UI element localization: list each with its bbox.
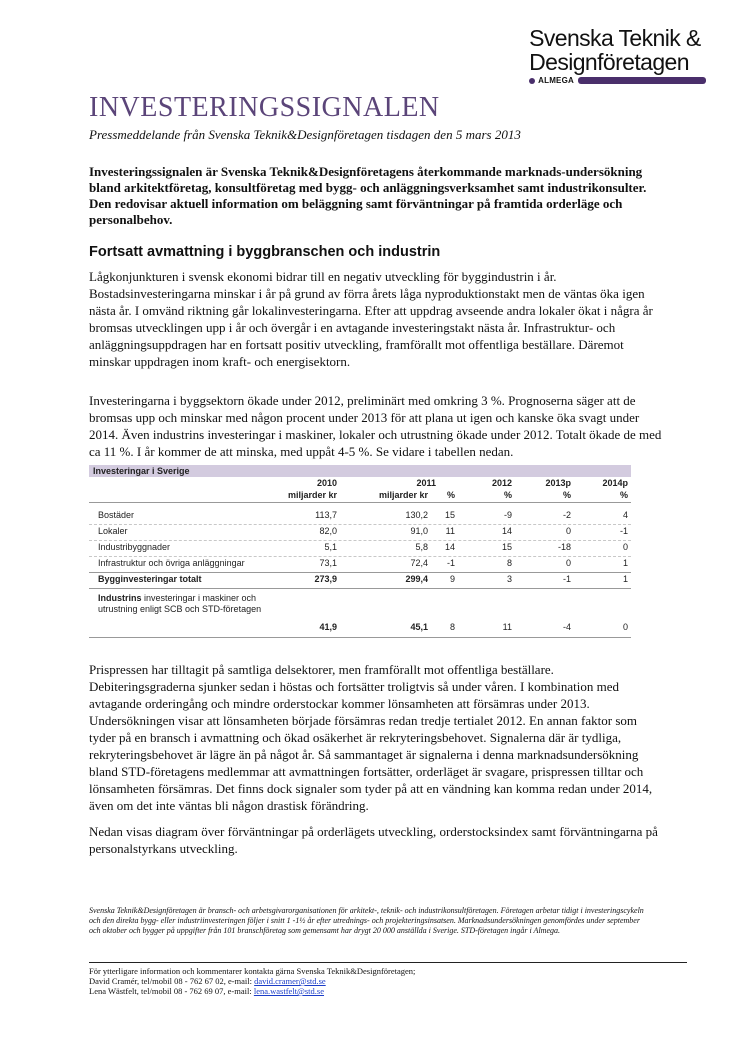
paragraph-4: Nedan visas diagram över förväntningar på orderlägets utveckling, orderstocksindex samt förväntningarna på personalstyrkans utveckling. (89, 824, 658, 856)
contact-intro: För ytterligare information och kommentarer kontakta gärna Svenska Teknik&Designföretagen; (89, 966, 416, 976)
almega-label: ALMEGA (538, 76, 574, 85)
unit-2010: miljarder kr (287, 490, 337, 500)
unit-2013p: % (562, 490, 571, 500)
logo-line-1: Svenska Teknik & (529, 25, 701, 51)
unit-2014p: % (619, 490, 628, 500)
header-2013p: 2013p (545, 478, 571, 488)
paragraph-3: Prispressen har tilltagit på samtliga delsektorer, men framförallt mot offentliga beställare. Debiteringsgraderna sjunker sedan i höstas och fortsätter troligtvis så under våren. I kombination med avtagande orderingång och mindre orderstockar kommer lönsamheten att försämras under 2013. Undersökningen visar att lönsamheten började försämras redan tredje tertialet 2012. En annan faktor som tyder på en bransch i avmattning och ökad osäkerhet är rekryteringsbehovet. Signalerna där är tydliga, rekryteringsbehovet är lägre än på något år. Så sammantaget är signalerna i denna marknadsundersökning bland STD-företagens medlemmar att avmattningen fortsätter, orderläget är svagare, prispressen tilltar och lönsamheten försämras. Det finns dock signaler som tyder på att en vändning kan komma redan under 2014, även om det inte väntas bli någon drastisk förändring. (89, 662, 653, 813)
unit-2011-kr: miljarder kr (378, 490, 428, 500)
logo-bar (578, 77, 706, 84)
page-title: INVESTERINGSSIGNALEN (89, 92, 440, 123)
header-2010: 2010 (316, 478, 337, 488)
contact-person-2: Lena Wästfelt, tel/mobil 08 - 762 69 07, e-mail: lena.wastfelt@std.se (89, 986, 325, 996)
unit-2012: % (503, 490, 512, 500)
almega-mark (529, 76, 706, 85)
table-row: Lokaler 82,0 91,0 11 14 0 -1 (89, 525, 631, 541)
header-2011: 2011 (416, 478, 436, 488)
almega-dot-icon (529, 78, 535, 84)
unit-2011-pct: % (446, 490, 455, 500)
industry-label: Industrins investeringar i maskiner och utrustning enligt SCB och STD-företagen (98, 593, 262, 614)
table-row: Bostäder 113,7 130,2 15 -9 -2 4 (89, 509, 631, 525)
company-logo (529, 26, 706, 85)
table-total-row: Bygginvesteringar totalt 273,9 299,4 9 3 -1 1 (89, 573, 631, 589)
paragraph-1: Lågkonjunkturen i svensk ekonomi bidrar till en negativ utveckling för byggindustrin i år. Bostadsinvesteringarna minskar i år på grund av förra årets låga nyproduktionstakt men de väntas öka igen nästa år. I omvänd riktning går lokalinvesteringarna. Efter att uppdrag avseende andra lokaler ökat i några år bromsas utvecklingen upp i år och övergår i en avtagande investeringstakt nästa år. Infrastruktur- och anläggningsuppdragen har en fortsatt positiv utveckling, framförallt mot offentliga beställare. Däremot minskar uppdragen inom kraft- och energisektorn. (89, 269, 653, 369)
table-industry-row: Industrins investeringar i maskiner och utrustning enligt SCB och STD-företagen 41,9 45,1 8 11 -4 0 (89, 591, 631, 638)
table-title: Investeringar i Sverige (89, 465, 631, 477)
contact-person-1: David Cramér, tel/mobil 08 - 762 67 02, e-mail: david.cramer@std.se (89, 976, 326, 986)
divider (89, 962, 687, 963)
email-link-lena[interactable]: lena.wastfelt@std.se (253, 986, 325, 996)
table-row: Infrastruktur och övriga anläggningar 73,1 72,4 -1 8 0 1 (89, 557, 631, 573)
table-header-years (89, 477, 631, 489)
header-2014p: 2014p (602, 478, 628, 488)
intro-paragraph: Investeringssignalen är Svenska Teknik&Designföretagens återkommande marknads-undersökning bland arkitektföretag, konsultföretag med bygg- och anläggningsverksamhet samt industrikonsulter. Den redovisar aktuell information om beläggning samt förväntningar på framtida orderläge och personalbehov. (89, 164, 647, 227)
paragraph-2: Investeringarna i byggsektorn ökade under 2012, preliminärt med omkring 3 %. Prognoserna säger att de bromsas upp och minskar med någon procent under 2013 för att plana ut igen och kanske öka svagt under 2014. Även industrins investeringar i maskiner, lokaler och utrustning ökade under 2012. Totalt ökade de med ca 11 %. I år kommer de att minska, med uppåt 4-5 %. Se vidare i tabellen nedan. (89, 393, 662, 459)
email-link-david[interactable]: david.cramer@std.se (254, 976, 326, 986)
header-2012: 2012 (491, 478, 512, 488)
section-heading: Fortsatt avmattning i byggbranschen och industrin (89, 244, 441, 260)
footnote: Svenska Teknik&Designföretagen är bransch- och arbetsgivarorganisationen för arkitekt-, teknik- och industrikonsultföretagen. Företagen arbetar tidigt i investeringscykeln och den direkta bygg- eller industriinvesteringen följer i snitt 1 -1½ år efter utrednings- och projekteringsinsatsen. Marknadsundersökningen genomfördes under september och oktober och bygger på uppgifter från 101 branschföretag som gemensamt har drygt 20 000 anställda i Sverige. STD-företagen ingår i Almega. (89, 906, 644, 935)
table-row: Industribyggnader 5,1 5,8 14 15 -18 0 (89, 541, 631, 557)
logo-line-2: Designföretagen (529, 49, 689, 75)
contact-info (89, 966, 649, 996)
table-header-units (89, 489, 631, 503)
investment-table (89, 465, 631, 638)
page-subtitle: Pressmeddelande från Svenska Teknik&Designföretagen tisdagen den 5 mars 2013 (89, 127, 521, 142)
